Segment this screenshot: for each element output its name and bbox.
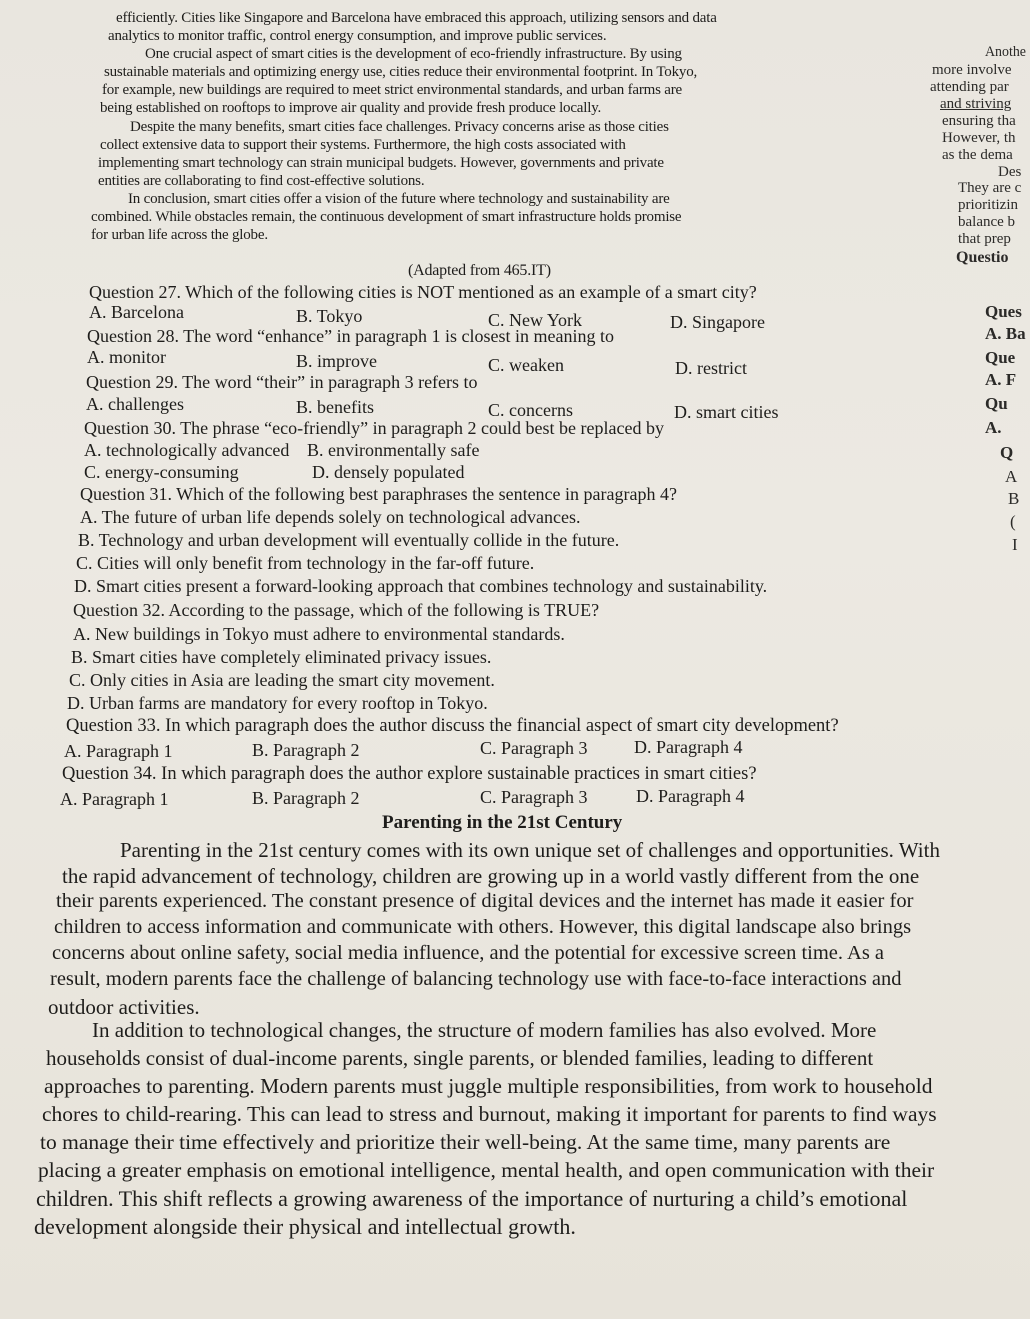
q33-option-a[interactable]: A. Paragraph 1 [64,741,173,761]
fragment-text: A. F [985,370,1017,389]
question-27: Question 27. Which of the following cities is NOT mentioned as an example of a smart city? [89,282,757,302]
passage-line: placing a greater emphasis on emotional intelligence, mental health, and open communication with their [38,1158,935,1182]
passage-line: development alongside their physical and intellectual growth. [34,1214,576,1239]
q32-option-c[interactable]: C. Only cities in Asia are leading the smart city movement. [69,670,495,690]
passage-line: children. This shift reflects a growing awareness of the importance of nurturing a child’s emotional [36,1186,908,1211]
passage-line: being established on rooftops to improve air quality and provide fresh produce locally. [100,100,602,116]
fragment-text: and striving [940,96,1012,112]
fragment-text: balance b [958,214,1016,230]
fragment-text: more involve [932,62,1012,78]
q33-option-b[interactable]: B. Paragraph 2 [252,740,360,760]
passage-line: outdoor activities. [48,995,200,1019]
fragment-text: A [1005,467,1018,486]
fragment-text: They are c [958,180,1022,196]
question-30: Question 30. The phrase “eco-friendly” in paragraph 2 could best be replaced by [84,418,664,438]
q29-option-b[interactable]: B. benefits [296,397,374,417]
question-29: Question 29. The word “their” in paragraph 3 refers to [86,372,478,392]
q34-option-a[interactable]: A. Paragraph 1 [60,789,169,809]
q29-option-d[interactable]: D. smart cities [674,402,779,422]
q33-option-c[interactable]: C. Paragraph 3 [480,738,588,758]
passage-line: collect extensive data to support their systems. Furthermore, the high costs associated with [100,137,626,153]
q28-option-a[interactable]: A. monitor [87,347,166,367]
fragment-text: A. [985,418,1002,437]
q27-option-a[interactable]: A. Barcelona [89,302,184,322]
q31-option-b[interactable]: B. Technology and urban development will eventually collide in the future. [78,530,620,550]
q32-option-b[interactable]: B. Smart cities have completely eliminated privacy issues. [71,647,492,667]
fragment-text: B [1008,489,1020,508]
q30-option-c[interactable]: C. energy-consuming [84,462,239,482]
q30-option-b[interactable]: B. environmentally safe [307,440,480,460]
question-34: Question 34. In which paragraph does the author explore sustainable practices in smart cities? [62,764,757,784]
q27-option-c[interactable]: C. New York [488,310,583,330]
q27-option-d[interactable]: D. Singapore [670,312,765,332]
question-28: Question 28. The word “enhance” in paragraph 1 is closest in meaning to [87,326,615,346]
q34-option-d[interactable]: D. Paragraph 4 [636,786,745,806]
passage-line: Parenting in the 21st century comes with its own unique set of challenges and opportunities. With [120,838,940,862]
question-31: Question 31. Which of the following best paraphrases the sentence in paragraph 4? [80,484,677,504]
q33-option-d[interactable]: D. Paragraph 4 [634,737,743,757]
fragment-text: ensuring tha [942,113,1016,129]
passage-line: analytics to monitor traffic, control energy consumption, and improve public services. [108,28,607,44]
passage-line: efficiently. Cities like Singapore and Barcelona have embraced this approach, utilizing sensors and data [116,10,717,26]
q31-option-c[interactable]: C. Cities will only benefit from technology in the far-off future. [76,553,535,573]
q28-option-d[interactable]: D. restrict [675,358,747,378]
fragment-text: Ques [985,302,1022,321]
passage-line: their parents experienced. The constant presence of digital devices and the internet has made it easier for [56,890,914,912]
fragment-text: Qu [985,394,1008,413]
fragment-text: ( [1010,512,1016,531]
passage-line: chores to child-rearing. This can lead to stress and burnout, making it important for parents to find ways [42,1102,937,1126]
fragment-text: Q [1000,443,1014,462]
fragment-text: A. Ba [985,324,1026,343]
q32-option-d[interactable]: D. Urban farms are mandatory for every rooftop in Tokyo. [67,693,488,713]
q29-option-a[interactable]: A. challenges [86,394,184,414]
q28-option-c[interactable]: C. weaken [488,355,564,375]
q34-option-b[interactable]: B. Paragraph 2 [252,788,360,808]
fragment-text: that prep [958,231,1011,247]
q29-option-c[interactable]: C. concerns [488,400,573,420]
q30-option-a[interactable]: A. technologically advanced [84,440,290,460]
q30-option-d[interactable]: D. densely populated [312,462,465,482]
passage-line: Despite the many benefits, smart cities face challenges. Privacy concerns arise as those cities [130,119,669,135]
passage-line: for example, new buildings are required to meet strict environmental standards, and urban farms are [102,82,682,98]
fragment-text: attending par [930,79,1009,95]
passage-line: concerns about online safety, social media influence, and the potential for excessive screen time. As a [52,942,885,964]
passage-line: In conclusion, smart cities offer a vision of the future where technology and sustainability are [128,191,670,207]
passage-line: to manage their time effectively and prioritize their well-being. At the same time, many parents are [40,1130,891,1154]
fragment-text: Des [998,164,1022,180]
passage-line: In addition to technological changes, the structure of modern families has also evolved. More [92,1018,877,1042]
passage-line: approaches to parenting. Modern parents must juggle multiple responsibilities, from work to household [44,1074,933,1098]
passage-line: children to access information and communicate with others. However, this digital landscape also brings [54,916,912,938]
fragment-text: prioritizin [958,197,1018,213]
question-32: Question 32. According to the passage, which of the following is TRUE? [73,600,600,620]
passage-line: combined. While obstacles remain, the continuous development of smart infrastructure holds promise [91,209,682,225]
passage-title: Parenting in the 21st Century [382,812,623,833]
passage-line: One crucial aspect of smart cities is the development of eco-friendly infrastructure. By using [145,46,682,62]
passage-line: for urban life across the globe. [91,227,268,243]
fragment-text: Que [985,348,1016,367]
q32-option-a[interactable]: A. New buildings in Tokyo must adhere to environmental standards. [73,624,565,644]
q28-option-b[interactable]: B. improve [296,351,377,371]
passage-line: result, modern parents face the challenge of balancing technology use with face-to-face interactions and [50,968,902,990]
passage-line: the rapid advancement of technology, children are growing up in a world vastly different from the one [62,864,920,888]
fragment-text: Anothe [985,44,1026,60]
q31-option-a[interactable]: A. The future of urban life depends solely on technological advances. [80,507,581,527]
fragment-text: I [1012,535,1018,554]
passage-line: implementing smart technology can strain municipal budgets. However, governments and private [98,155,664,171]
passage-line: households consist of dual-income parents, single parents, or blended families, leading to different [46,1046,874,1070]
fragment-text: However, th [942,130,1016,146]
q34-option-c[interactable]: C. Paragraph 3 [480,787,588,807]
q31-option-d[interactable]: D. Smart cities present a forward-looking approach that combines technology and sustainability. [74,576,768,596]
source-citation: (Adapted from 465.IT) [408,262,551,279]
passage-line: entities are collaborating to find cost-effective solutions. [98,173,425,189]
question-33: Question 33. In which paragraph does the author discuss the financial aspect of smart city development? [66,716,839,736]
passage-line: sustainable materials and optimizing energy use, cities reduce their environmental footprint. In Tokyo, [104,64,698,80]
fragment-text: Questio [956,249,1009,266]
fragment-text: as the dema [942,147,1013,163]
q27-option-b[interactable]: B. Tokyo [296,306,363,326]
